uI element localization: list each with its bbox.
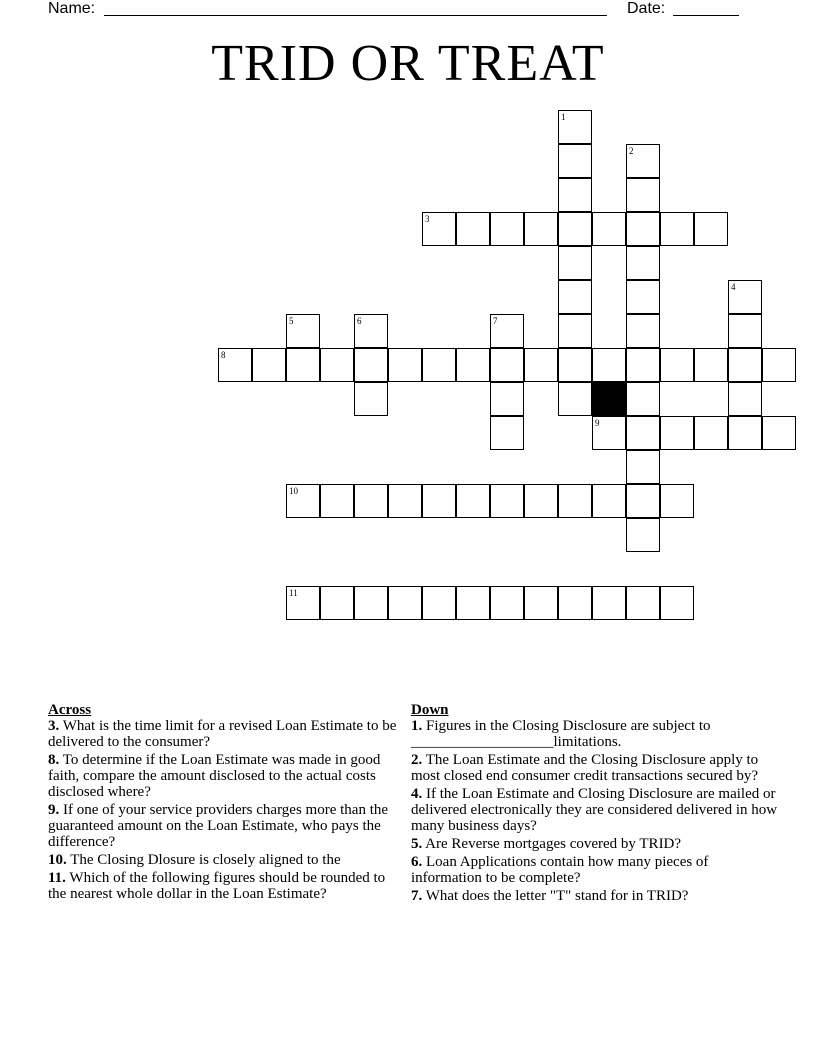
clue-number-label: 11.	[48, 870, 66, 886]
down-clue	[411, 854, 781, 886]
grid-cell[interactable]	[354, 484, 388, 518]
grid-cell[interactable]	[592, 348, 626, 382]
grid-cell[interactable]	[558, 484, 592, 518]
clue-number-label: 9.	[48, 802, 60, 818]
grid-cell[interactable]	[626, 212, 660, 246]
grid-cell[interactable]	[762, 416, 796, 450]
grid-cell[interactable]	[626, 246, 660, 280]
grid-cell[interactable]	[422, 586, 456, 620]
grid-cell[interactable]	[286, 348, 320, 382]
grid-cell[interactable]	[762, 348, 796, 382]
clue-number: 3	[425, 214, 430, 224]
grid-cell[interactable]	[422, 348, 456, 382]
grid-cell[interactable]	[558, 246, 592, 280]
grid-cell[interactable]	[558, 110, 592, 144]
across-clue	[48, 802, 398, 850]
across-heading: Across	[48, 702, 92, 718]
down-clue-list	[411, 718, 781, 904]
grid-cell[interactable]	[286, 484, 320, 518]
across-clue	[48, 718, 398, 750]
grid-cell[interactable]	[456, 212, 490, 246]
puzzle-title: TRID OR TREAT	[211, 35, 605, 92]
grid-cell[interactable]	[558, 314, 592, 348]
grid-cell[interactable]	[490, 416, 524, 450]
across-clues	[48, 702, 398, 904]
grid-cell[interactable]	[660, 348, 694, 382]
across-clue-list	[48, 718, 398, 902]
grid-cell[interactable]	[524, 348, 558, 382]
grid-cell[interactable]	[660, 416, 694, 450]
clue-text: The Closing Dlosure is closely aligned to the	[66, 852, 341, 868]
clue-text: If one of your service providers charges more than the guaranteed amount on the Loan Estimate, who pays the difference?	[48, 802, 389, 850]
grid-cell[interactable]	[626, 280, 660, 314]
clue-number: 1	[561, 112, 566, 122]
grid-cell[interactable]	[558, 586, 592, 620]
grid-cell[interactable]	[456, 348, 490, 382]
clue-text: What does the letter "T" stand for in TRID?	[422, 888, 689, 904]
date-label: Date:	[627, 0, 666, 17]
clue-number: 6	[357, 316, 362, 326]
grid-cell[interactable]	[592, 484, 626, 518]
grid-cell[interactable]	[422, 484, 456, 518]
grid-cell[interactable]	[388, 348, 422, 382]
grid-cell[interactable]	[524, 484, 558, 518]
clue-text: To determine if the Loan Estimate was made in good faith, compare the amount disclosed to the actual costs disclosed where?	[48, 752, 381, 800]
grid-cell[interactable]	[320, 348, 354, 382]
clue-number: 5	[289, 316, 294, 326]
grid-cell[interactable]	[490, 348, 524, 382]
clue-number: 9	[595, 418, 600, 428]
grid-cell[interactable]	[728, 382, 762, 416]
clue-number-label: 8.	[48, 752, 60, 768]
grid-cell[interactable]	[694, 212, 728, 246]
down-clue	[411, 718, 781, 750]
clue-number-label: 4.	[411, 786, 423, 802]
grid-cell[interactable]	[626, 144, 660, 178]
grid-cell[interactable]	[320, 484, 354, 518]
grid-cell[interactable]	[558, 280, 592, 314]
grid-cell[interactable]	[490, 382, 524, 416]
grid-cell[interactable]	[456, 586, 490, 620]
clue-number: 8	[221, 350, 226, 360]
clue-text: Are Reverse mortgages covered by TRID?	[422, 836, 682, 852]
grid-cell[interactable]	[728, 314, 762, 348]
grid-cell[interactable]	[524, 586, 558, 620]
name-label: Name:	[48, 0, 96, 17]
grid-cell[interactable]	[558, 382, 592, 416]
grid-cell[interactable]	[558, 144, 592, 178]
clue-text: Loan Applications contain how many pieces of information to be complete?	[411, 854, 709, 886]
down-clue	[411, 836, 781, 852]
grid-cell[interactable]	[456, 484, 490, 518]
clue-number-label: 5.	[411, 836, 423, 852]
grid-cell[interactable]	[354, 348, 388, 382]
grid-cell[interactable]	[660, 484, 694, 518]
grid-cell[interactable]	[592, 416, 626, 450]
grid-cell[interactable]	[592, 586, 626, 620]
clue-text: What is the time limit for a revised Loan Estimate to be delivered to the consumer?	[48, 718, 397, 750]
grid-cell[interactable]	[490, 586, 524, 620]
grid-cell[interactable]	[728, 348, 762, 382]
grid-cell[interactable]	[524, 212, 558, 246]
grid-cell[interactable]	[626, 382, 660, 416]
clue-text: Which of the following figures should be rounded to the nearest whole dollar in the Loan Estimate?	[48, 870, 386, 902]
grid-cell[interactable]	[626, 348, 660, 382]
clue-number-label: 3.	[48, 718, 60, 734]
grid-cell[interactable]	[660, 212, 694, 246]
down-clues	[411, 702, 781, 906]
grid-cell[interactable]	[320, 586, 354, 620]
down-clue	[411, 752, 781, 784]
grid-cell[interactable]	[626, 314, 660, 348]
grid-cell[interactable]	[354, 314, 388, 348]
grid-cell[interactable]	[626, 450, 660, 484]
grid-cell[interactable]	[626, 518, 660, 552]
grid-cell[interactable]	[694, 348, 728, 382]
down-clue	[411, 888, 781, 904]
grid-cell[interactable]	[728, 416, 762, 450]
down-heading: Down	[411, 702, 449, 718]
clue-number-label: 7.	[411, 888, 423, 904]
clue-text: Figures in the Closing Disclosure are subject to ___________________limitations.	[411, 718, 711, 750]
grid-cell[interactable]	[286, 314, 320, 348]
grid-cell[interactable]	[558, 348, 592, 382]
across-clue	[48, 752, 398, 800]
black-cell	[592, 382, 626, 416]
grid-cell[interactable]	[626, 586, 660, 620]
clue-number-label: 6.	[411, 854, 423, 870]
clue-number-label: 1.	[411, 718, 423, 734]
clue-text: If the Loan Estimate and Closing Disclosure are mailed or delivered electronically they are considered delivered in how many business days?	[411, 786, 778, 834]
clue-number-label: 2.	[411, 752, 423, 768]
down-clue	[411, 786, 781, 834]
clue-text: The Loan Estimate and the Closing Disclosure apply to most closed end consumer credit transactions secured by?	[411, 752, 759, 784]
clue-number: 10	[289, 486, 298, 496]
clue-number: 4	[731, 282, 736, 292]
across-clue	[48, 870, 398, 902]
grid-cell[interactable]	[694, 416, 728, 450]
grid-cell[interactable]	[388, 484, 422, 518]
grid-cell[interactable]	[728, 280, 762, 314]
grid-cell[interactable]	[354, 382, 388, 416]
grid-cell[interactable]	[558, 178, 592, 212]
grid-cell[interactable]	[422, 212, 456, 246]
grid-cell[interactable]	[388, 586, 422, 620]
grid-cell[interactable]	[626, 484, 660, 518]
grid-cell[interactable]	[558, 212, 592, 246]
clue-number: 7	[493, 316, 498, 326]
grid-cell[interactable]	[660, 586, 694, 620]
grid-cell[interactable]	[626, 416, 660, 450]
grid-cell[interactable]	[286, 586, 320, 620]
grid-cell[interactable]	[218, 348, 252, 382]
clue-number: 11	[289, 588, 298, 598]
grid-cell[interactable]	[490, 314, 524, 348]
grid-cell[interactable]	[626, 178, 660, 212]
clue-number: 2	[629, 146, 634, 156]
grid-cell[interactable]	[490, 212, 524, 246]
grid-cell[interactable]	[354, 586, 388, 620]
clue-number-label: 10.	[48, 852, 67, 868]
across-clue	[48, 852, 398, 868]
grid-cell[interactable]	[592, 212, 626, 246]
grid-cell[interactable]	[490, 484, 524, 518]
grid-cell[interactable]	[252, 348, 286, 382]
